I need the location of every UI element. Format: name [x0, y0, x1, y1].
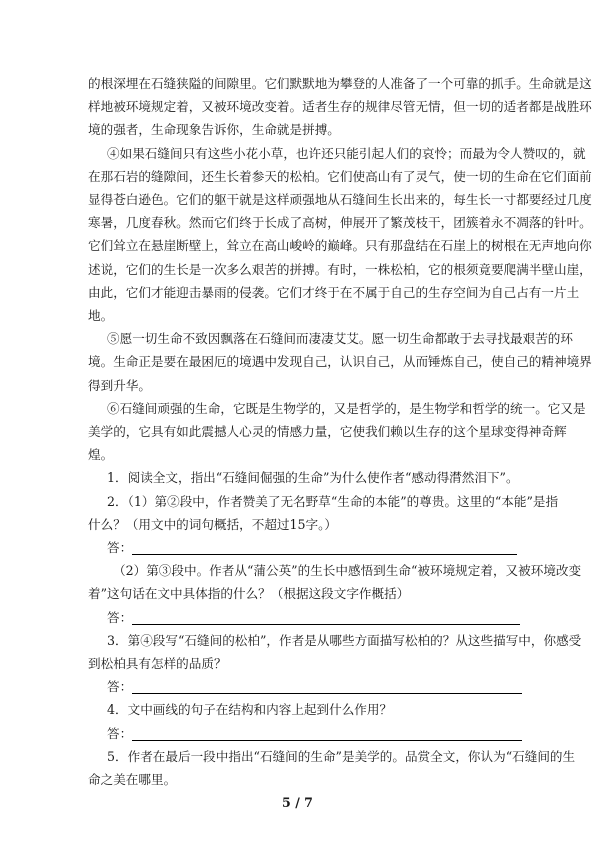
text-line: 寒暑，几度春秋。然而它们终于长成了高树，伸展开了繁茂枝干，团簇着永不凋落的针叶。: [88, 215, 592, 231]
text-line: 样地被环境规定着，又被环境改变着。适者生存的规律尽管无情，但一切的适者都是战胜环: [88, 99, 592, 115]
text-line: 它们耸立在悬崖断壁上，耸立在高山峻岭的巅峰。只有那盘结在石崖上的树根在无声地向你: [88, 238, 592, 254]
text-line: 美学的，它具有如此震撼人心灵的情感力量，它使我们赖以生存的这个星球变得神奇辉: [88, 424, 567, 439]
answer-label: 答：: [107, 540, 133, 555]
question-1: 1．阅读全文，指出“石缝间倔强的生命”为什么使作者“感动得潸然泪下”。: [107, 470, 519, 486]
question-5: 5．作者在最后一段中指出“石缝间的生命”是美学的。品赏全文，你认为“石缝间的生: [107, 748, 576, 764]
text-line: 由此，它们才能迎击暴雨的侵袭。它们才终于在不属于自己的生存空间为自己占有一片土: [88, 284, 580, 300]
answer-label: 答：: [107, 609, 133, 625]
text-line: 境的强者，生命现象告诉你，生命就是拼搏。: [88, 122, 340, 138]
page-number: 5 / 7: [282, 795, 313, 810]
question-4: 4．文中画线的句子在结构和内容上起到什么作用？: [107, 702, 393, 718]
text-line: 地。: [88, 308, 114, 323]
text-line: 的根深埋在石缝狭隘的间隙里。它们默默地为攀登的人准备了一个可靠的抓手。生命就是这: [88, 76, 592, 91]
text-line: 什么？（用文中的词句概括，不超过15字。）: [88, 516, 338, 532]
text-line: 述说，它们的生长是一次多么艰苦的拼搏。有时，一株松柏，它的根须竟要爬满半壁山崖，: [88, 261, 592, 277]
text-line: 得到升华。: [88, 377, 151, 393]
text-line: 显得苍白逊色。它们的躯干就是这样顽强地从石缝间生长出来的，每生长一寸都要经过几度: [88, 192, 592, 207]
text-line: 到松柏具有怎样的品质？: [88, 656, 227, 671]
question-2-1: 2．（1）第②段中，作者赞美了无名野草“生命的本能”的尊贵。这里的“本能”是指: [107, 493, 559, 509]
text-line: ⑤愿一切生命不致因飘落在石缝间而凄凄艾艾。愿一切生命都敢于去寻找最艰苦的环: [107, 331, 573, 347]
text-line: 在那石岩的缝隙间，还生长着参天的松柏。它们使高山有了灵气，使一切的生命在它们面前: [88, 168, 592, 184]
answer-label: 答：: [107, 679, 133, 695]
text-line: ④如果石缝间只有这些小花小草，也许还只能引起人们的哀怜；而最为令人赞叹的，就: [107, 145, 586, 161]
text-line: 煌。: [88, 447, 114, 463]
text-line: ⑥石缝间顽强的生命，它既是生物学的，又是哲学的，是生物学和哲学的统一。它又是: [107, 400, 586, 416]
text-line: 着”这句话在文中具体指的什么？（根据这段文字作概括）: [88, 586, 410, 602]
question-2-2: （2）第③段中。作者从“蒲公英”的生长中感悟到生命“被环境规定着，又被环境改变: [113, 563, 582, 579]
answer-label: 答：: [107, 725, 133, 741]
question-3: 3．第④段写“石缝间的松柏”，作者是从哪些方面描写松柏的？从这些描写中，你感受: [107, 632, 582, 648]
text-line: 境。生命正是要在最困厄的境遇中发现自己，认识自己，从而锤炼自己，使自己的精神境界: [88, 354, 592, 370]
text-line: 命之美在哪里。: [88, 772, 177, 787]
